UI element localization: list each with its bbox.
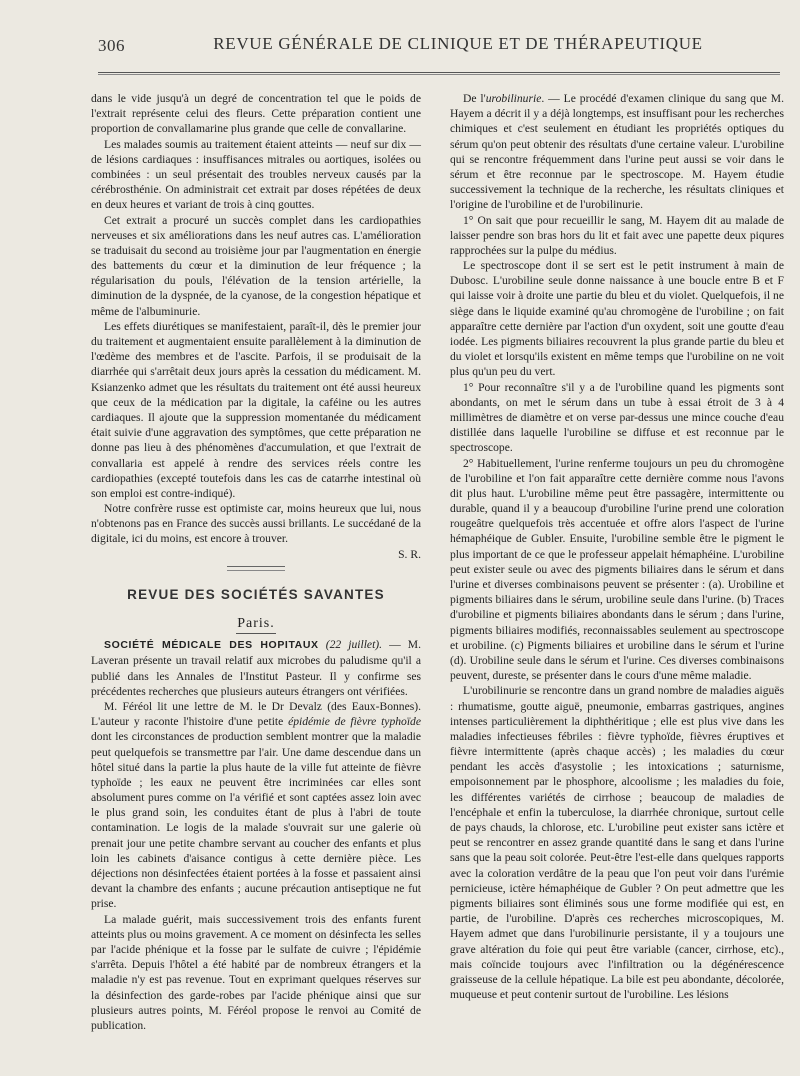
paragraph: Le spectroscope dont il se sert est le petit instrument à main de Dubosc. L'urobiline seule donne naissance à une boucle entre B et F qui laisse voir à droite une partie du bleu et du violet. Quelquefois, il ne siège dans le liquide examiné qu'au chromogène de l'urobiline ; on fait apparaître cette dernière par l'action d'un oxydent, soit une goutte d'eau iodée. Les pigments biliaires recouvrent la plus grande partie du bleu et du violet et lorsqu'ils existent en même temps que l'urobiline on ne voit plus qu'un peu du vert. <box>450 259 784 379</box>
paragraph: Cet extrait a procuré un succès complet dans les cardiopathies nerveuses et six améliorations dans les neuf autres cas. L'amélioration se traduisait du second au troisième jour par l'augmentation en énergie des battements du cœur et la diminution de leur fréquence ; la régularisation du pouls, l'élévation de la tension artérielle, la diminution de la dyspnée, de la cyanose, de la congestion hépatique et même de l'albuminurie. <box>91 213 421 318</box>
italic-run: urobilinurie <box>485 92 542 105</box>
paragraph: Notre confrère russe est optimiste car, moins heureux que lui, nous n'obtenons pas en France des succès aussi brillants. Le succédané de la digitale, ici du moins, est encore à trouver. <box>91 502 421 546</box>
left-column <box>91 91 421 1033</box>
society-date: (22 juillet). <box>325 638 383 652</box>
paragraph: La malade guérit, mais successivement trois des enfants furent atteints plus ou moins gravement. A ce moment on désinfecta les selles par l'acide phénique et la fosse par le sulfate de cuivre ; l'épidémie s'arrêta. Depuis l'hôtel a été habité par de nombreux étrangers et la maladie n'y est pas revenue. Tout en exprimant quelques réserves sur la désinfection des garde-robes par l'acide phénique ainsi que sur plusieurs autres points, M. Féréol propose le renvoi au Comité de publication. <box>91 912 421 1032</box>
italic-run: épidémie de fièvre typhoïde <box>288 715 422 729</box>
city-rule <box>236 633 276 634</box>
signature: S. R. <box>398 547 421 561</box>
paragraph: 2° Habituellement, l'urine renferme toujours un peu du chromogène de l'urobiline et l'on fait apparaître cette dernière comme nous l'avons dit plus haut. L'urobiline même peut être passagère, intermittente ou durable, quand il y a beaucoup d'urobiline l'urine prend une coloration rougeâtre quelquefois très accentuée et offre alors l'aspect de l'urine hémaphéique de Gubler. Ensuite, l'urobiline semble être le pigment le plus important de ce que le professeur appelait hémaphéine. L'urobiline peut exister seule ou avec des pigments biliaires dans le sérum et dans l'urine et diverses combinaisons peuvent se présenter : (a). Urobiline et pigments biliaires dans le sérum, urobiline seule dans l'urine. (b) Traces d'urobiline et pigments biliaires abondants dans le sérum ; dans l'urine, pigments biliaires modifiés, reconnaissables seulement au spectroscope et urobiline. (c) Pigments biliaires et urobiline dans le sérum et l'urine (d). Urobiline seule dans le sérum et l'urine. Ces diverses combinaisons peuvent, dureste, se présenter dans le cours d'une même maladie. <box>450 456 784 683</box>
right-column <box>450 91 784 1002</box>
fereol-paragraph <box>91 699 421 912</box>
text-run: M. Féréol lit une lettre de M. le Dr Devalz (des Eaux-Bonnes). L'auteur y raconte l'histoire d'une petite <box>91 699 421 729</box>
society-paragraph <box>91 637 421 699</box>
running-title: REVUE GÉNÉRALE DE CLINIQUE ET DE THÉRAPEUTIQUE <box>213 34 703 53</box>
paragraph: 1° Pour reconnaître s'il y a de l'urobiline quand les pigments sont abondants, on met le sérum dans un tube à essai étroit de 3 à 4 millimètres de diamètre et on verse par-dessus une mince couche d'eau distillée dans laquelle l'urobiline se diffuse et est reconnue par le spectroscope. <box>450 380 784 455</box>
text-run: De l' <box>463 92 486 105</box>
page-number: 306 <box>98 36 125 55</box>
city-heading: Paris. <box>237 616 275 631</box>
society-intro: — M. Laveran présente un travail relatif aux microbes du paludisme qu'il a publié dans les Annales de l'Institut Pasteur. Il y confirme ses précédentes recherches que plusieurs auteurs étrangers ont vérifiées. <box>91 638 421 698</box>
text-run: dont les circonstances de production semblent montrer que la maladie peut quelquefois se transmettre par l'air. Une dame descendue dans un hôtel situé dans la partie la plus haute de la ville fut atteinte de fièvre typhoïde ; les eaux ne peuvent être incriminées car elles sont absolument pures comme on l'a vérifié et sont captées assez loin avec le plus grand soin, les conduites étant de plus à l'abri de toute contamination. Le logis de la malade s'ouvrait sur une galerie où prenait jour une petite chambre servant au coucher des enfants et plus loin les cabinets d'aisance contigus à cette dernière pièce. Les déjections non désinfectées étaient portées à la fosse et passaient ainsi devant la chambre des enfants ; aucune précaution antiseptique ne fut prise. <box>91 730 421 911</box>
society-name: SOCIÉTÉ MÉDICALE DES HOPITAUX <box>104 639 319 652</box>
page-header <box>98 28 778 58</box>
section-title: REVUE DES SOCIÉTÉS SAVANTES <box>127 586 385 602</box>
paragraph: Les malades soumis au traitement étaient atteints — neuf sur dix — de lésions cardiaques : insuffisances mitrales ou aortiques, isolées ou combinées : un seul présentait des troubles nerveux causés par la cérébrosthénie. On administrait cet extrait par doses répétées de deux en deux heures et variant de trois à cinq gouttes. <box>91 137 421 212</box>
paragraph: dans le vide jusqu'à un degré de concentration tel que le poids de l'extrait représente celui des fleurs. Cette préparation contient une proportion de convallamarine plus grande que celle de convallarine. <box>91 92 421 136</box>
section-divider <box>227 566 285 571</box>
text-run: . — Le procédé d'examen clinique du sang que M. Hayem a décrit il y a déjà longtemps, est insuffisant pour les recherches chimiques et c'est seulement en étudiant les propriétés optiques du sérum qu'on peut obtenir des résultats d'une certaine valeur. L'urobiline qui se rencontre fréquemment dans l'urine peut aussi se voir dans le sérum et être reconnue par le spectroscope. M. Hayem étudie successivement la technique de la recherche, les résultats cliniques et l'origine de l'urobiline et de l'urobilinurie. <box>450 92 784 212</box>
paragraph: Les effets diurétiques se manifestaient, paraît-il, dès le premier jour du traitement et augmentaient ensuite parallèlement à la diminution de l'œdème des membres et de l'ascite. Parfois, il se produisait de la diarrhée qui s'arrêtait deux jours après la cessation du médicament. M. Ksianzenko admet que les résultats du traitement ont été aussi heureux que ceux de la médication par la digitale, la caféine ou les autres cardiaques. Il ajoute que la suppression momentanée du médicament était suivie d'une aggravation des symptômes, que cette préparation ne donne pas lieu à des phénomènes d'accumulation, et que l'extrait de convallaria est appelé à rendre des services réels contre les cardiopathies (excepté toutefois dans les cas de catarrhe intestinal où son emploi est contre-indiqué). <box>91 319 421 500</box>
header-rule <box>98 72 780 75</box>
urobilinurie-paragraph <box>450 91 784 213</box>
paragraph: 1° On sait que pour recueillir le sang, M. Hayem dit au malade de laisser pendre son bras hors du lit et fait avec une papette deux piqures rapprochées sur la pulpe du médius. <box>450 213 784 257</box>
paragraph: L'urobilinurie se rencontre dans un grand nombre de maladies aiguës : rhumatisme, goutte aiguë, pneumonie, embarras gastriques, angines intenses particulièrement la diphthéritique ; elle est plus vive dans les maladies infectieuses fébriles : fièvre typhoïde, fièvres éruptives et fièvre intermittente (après chaque accès) ; les maladies du cœur pendant les accès d'asystolie ; les intoxications ; saturnisme, empoisonnement par le phosphore, alcoolisme ; les maladies du foie, les différentes variétés de cirrhose ; beaucoup de maladies de l'encéphale et enfin la tuberculose, la diarrhée chronique, surtout celle de pays chauds, la chlorose, etc. L'urobiline peut exister sans ictère et peut se rencontrer en assez grande quantité dans le sang et dans l'urine sans que la peau soit colorée. Peut-être l'est-elle dans quelques rapports avec la coloration verdâtre de la peau que l'on peut voir dans l'urémie pernicieuse, ictère hémaphéique de Gubler ? On peut admettre que les pigments biliaires sont éliminés sous une forme modifiée qui est, en partie, de l'urobiline. D'après ces recherches microscopiques, M. Hayem admet que dans l'urobilinurie persistante, il y a toujours une grave altération du foie qui peut être variable (cancer, cirrhose, etc)., mais coïncide toujours avec l'infiltration ou la dégénérescence graisseuse de la cellule hépatique. La bile est peu abondante, décolorée, muqueuse et peut contenir surtout de l'urobiline. Les lésions <box>450 684 784 1002</box>
